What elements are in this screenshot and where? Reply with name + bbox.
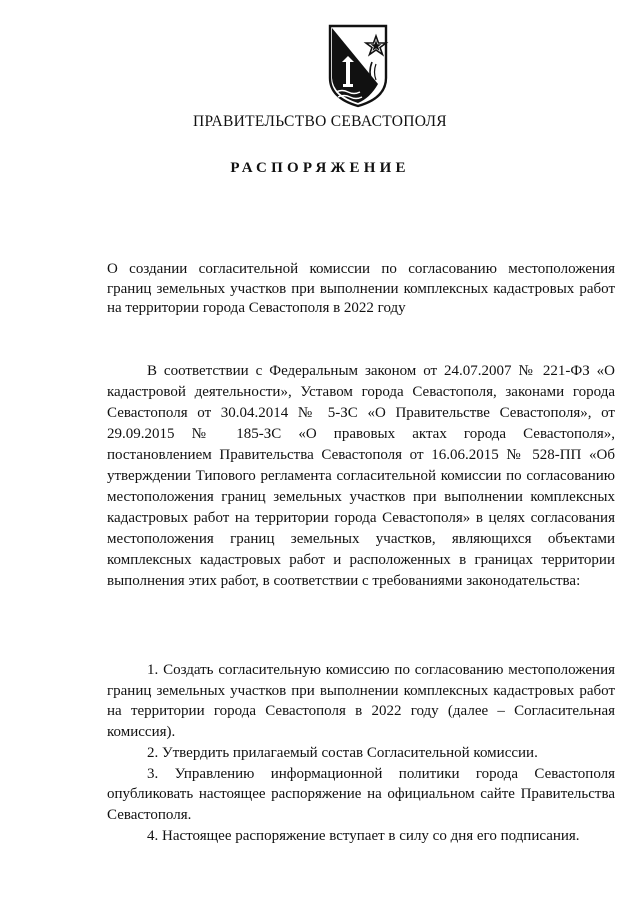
organization-title: ПРАВИТЕЛЬСТВО СЕВАСТОПОЛЯ (193, 113, 447, 130)
preamble-paragraph: В соответствии с Федеральным законом от 24.07.2007 № 221-ФЗ «О кадастровой деятельности», Уставом города Севастополя, законами города Севастополя от 30.04.2014 № 5-ЗС «О Правительстве Севастополя», от 29.09.2015 № 185-ЗС «О правовых актах города Севастополя», постановлением Правительства Севастополя от 16.06.2015 № 528-ПП «Об утверждении Типового регламента согласительной комиссии по согласованию местоположения границ земельных участков при выполнении комплексных кадастровых работ на территории города Севастополя» в целях согласования местоположения границ земельных участков, являющихся объектами комплексных кадастровых работ и расположенных в границах территории выполнения этих работ, в соответствии с требованиями законодательства: (107, 363, 615, 589)
order-item-4: 4. Настоящее распоряжение вступает в силу со дня его подписания. (147, 827, 580, 844)
document-type: РАСПОРЯЖЕНИЕ (230, 160, 410, 176)
coat-of-arms-icon (326, 22, 390, 108)
preamble (107, 361, 615, 592)
order-item-3: 3. Управлению информационной политики города Севастополя опубликовать настоящее распоряжение на официальном сайте Правительства Севастополя. (107, 765, 615, 823)
order-item-2: 2. Утвердить прилагаемый состав Согласительной комиссии. (147, 744, 538, 761)
order-item-1: 1. Создать согласительную комиссию по согласованию местоположения границ земельных участков при выполнении комплексных кадастровых работ на территории города Севастополя в 2022 году (далее – Согласительная комиссия). (107, 662, 615, 741)
document-subject: О создании согласительной комиссии по согласованию местоположения границ земельных участков при выполнении комплексных кадастровых работ на территории города Севастополя в 2022 году (107, 261, 615, 316)
order-items (107, 660, 615, 846)
